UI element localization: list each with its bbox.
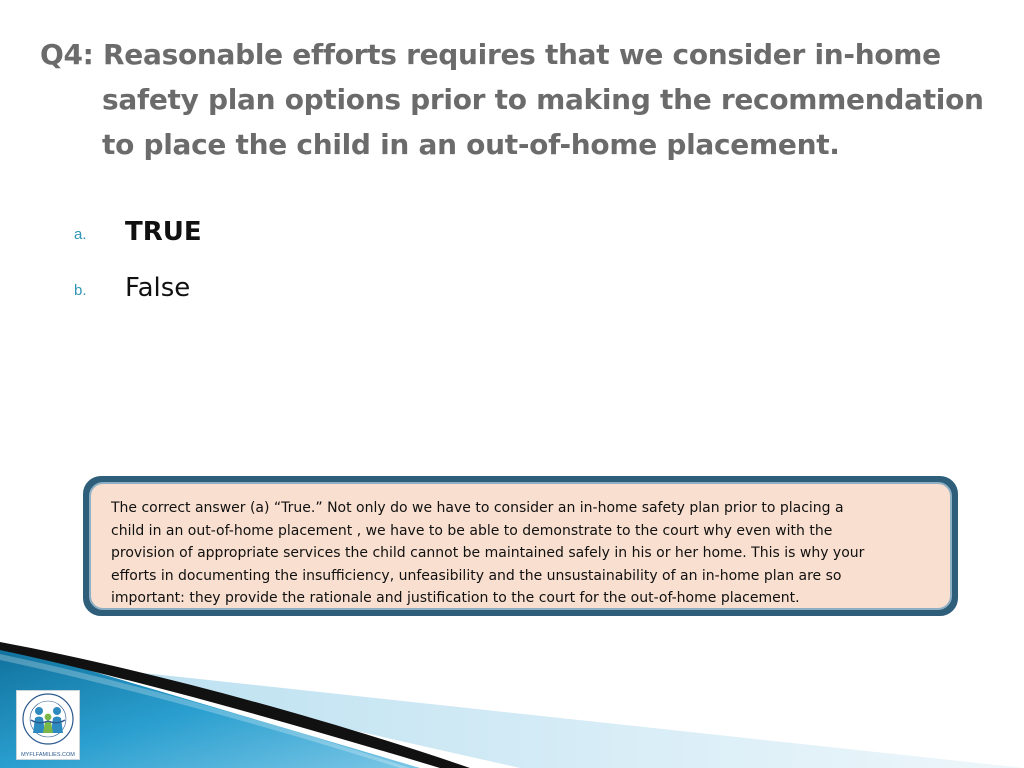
option-a-marker: a.	[74, 226, 87, 243]
logo-url: MYFLFAMILIES.COM	[21, 752, 75, 758]
option-b-label: False	[125, 273, 191, 303]
footer-swoosh-graphic	[0, 640, 1024, 768]
option-b-marker: b.	[74, 282, 87, 299]
answer-line-2: child in an out-of-home placement , we have to be able to demonstrate to the court why even with the	[111, 522, 833, 539]
answer-line-5: important: they provide the rationale and justification to the court for the out-of-home placement.	[111, 590, 800, 606]
answer-line-1: The correct answer (a) “True.” Not only do we have to consider an in-home safety plan prior to placing a	[111, 500, 844, 516]
answer-explanation-inner	[89, 482, 952, 610]
family-figures-icon	[17, 691, 79, 759]
answer-line-4: efforts in documenting the insufficiency, unfeasibility and the unsustainability of an in-home plan are so	[111, 567, 842, 584]
question-line-3: to place the child in an out-of-home placement.	[102, 128, 840, 161]
option-a-label: TRUE	[125, 217, 202, 247]
question-line-1: Q4: Reasonable efforts requires that we consider in-home	[40, 38, 941, 71]
answer-explanation-box	[83, 476, 958, 616]
florida-dcf-logo	[16, 690, 80, 760]
question-heading	[40, 32, 990, 167]
question-line-2: safety plan options prior to making the recommendation	[102, 83, 984, 116]
answer-line-3: provision of appropriate services the child cannot be maintained safely in his or her home. This is why your	[111, 545, 865, 561]
answer-explanation-text	[111, 497, 931, 610]
